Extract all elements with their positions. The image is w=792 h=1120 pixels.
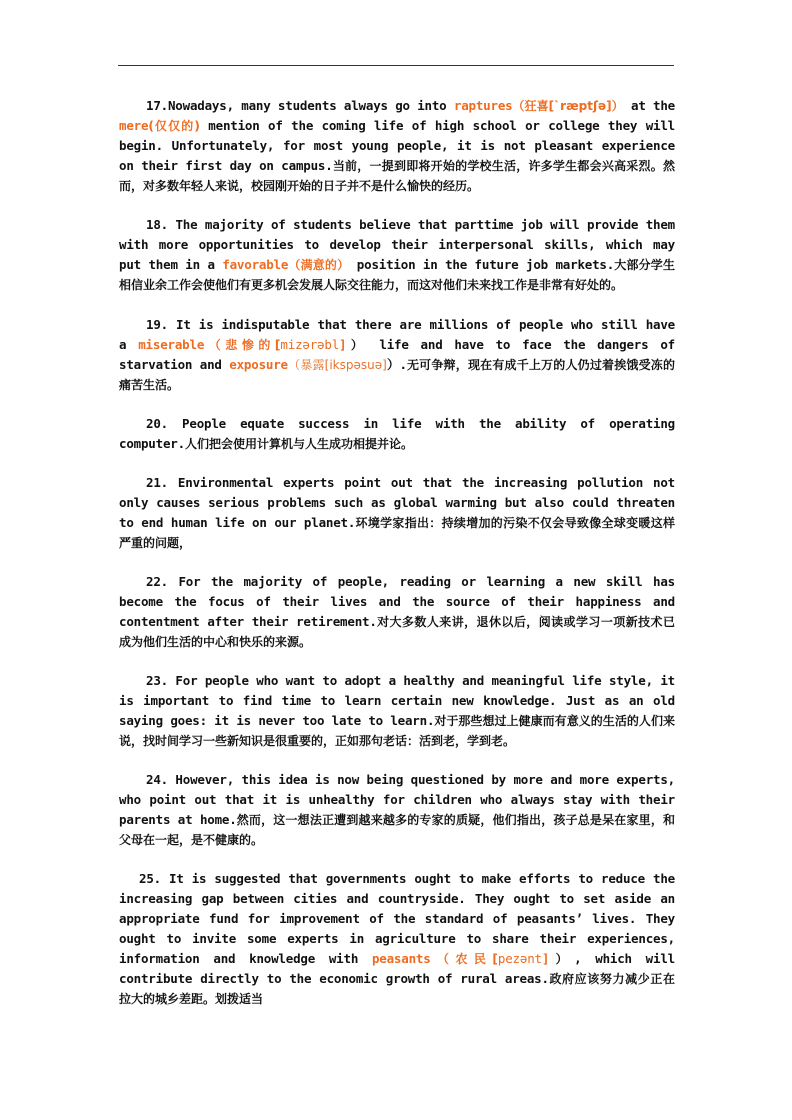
paragraph-21 [119, 473, 675, 553]
vocab-gloss: (仅仅的) [148, 119, 200, 133]
paragraph-17 [119, 96, 675, 196]
vocab-word: mere [119, 118, 149, 133]
vocab-gloss: （满意的） [288, 258, 350, 272]
vocab-word: peasants [371, 951, 431, 966]
sentence-text: 21. Environmental experts point out that the increasing pollution not only causes serious problems such as global warming but also could threaten to end human life on our planet. [119, 475, 675, 530]
vocab-gloss: （暴露[ikspəsuə] [287, 358, 387, 372]
paragraph-20 [119, 414, 675, 454]
sentence-text: life and have to face the dangers of starvation and [119, 337, 675, 372]
sentence-text: , which will contribute directly to the economic growth of rural areas. [119, 951, 675, 986]
sentence-text: 17.Nowadays, many students always go into [146, 98, 454, 113]
chinese-translation: 然而，这一想法正遭到越来越多的专家的质疑，他们指出，孩子总是呆在家里，和父母在一起，是不健康的。 [119, 813, 675, 847]
sentence-text: 22. For the majority of people, reading or learning a new skill has become the focus of their lives and the source of their happiness and contentment after their retirement. [119, 574, 675, 629]
sentence-text: 18. The majority of students believe that parttime job will provide them with more opportunities to develop their interpersonal skills, which may put them in a [119, 217, 675, 272]
sentence-text: 25. It is suggested that governments ought to make efforts to reduce the increasing gap between cities and countryside. They ought to set aside an appropriate fund for improvement of the standard of peasants’ lives. They ought to invite some experts in agriculture to share their experiences, information and knowledge with [119, 871, 675, 966]
chinese-translation: 大部分学生相信业余工作会使他们有更多机会发展人际交往能力，而这对他们未来找工作是非常有好处的。 [119, 258, 675, 292]
sentence-text: ）. [386, 357, 407, 372]
chinese-translation: 当前，一提到即将开始的学校生活，许多学生都会兴高采烈。然而，对多数年轻人来说，校园刚开始的日子并不是什么愉快的经历。 [119, 159, 675, 193]
chinese-translation: 对于那些想过上健康而有意义的生活的人们来说，找时间学习一些新知识是很重要的，正如那句老话：活到老，学到老。 [119, 714, 675, 748]
paragraph-22 [119, 572, 675, 652]
vocab-word: exposure [229, 357, 288, 372]
vocab-word: miserable [138, 337, 205, 352]
header-rule [118, 65, 674, 66]
chinese-translation: 政府应该努力减少正在拉大的城乡差距。划拨适当 [119, 972, 675, 1006]
vocab-gloss: ] [339, 337, 347, 352]
vocab-gloss: （悲惨的[ [204, 338, 281, 352]
sentence-text: 23. For people who want to adopt a healthy and meaningful life style, it is important to find time to learn certain new knowledge. Just as an old saying goes: it is never too late to learn. [119, 673, 675, 728]
chinese-translation: 无可争辩，现在有成千上万的人仍过着挨饿受冻的痛苦生活。 [119, 358, 675, 392]
sentence-text: at the [623, 98, 675, 113]
sentence-text: mention of the coming life of high school or college they will begin. Unfortunately, for most young people, it is not pleasant experience on their first day on campus. [119, 118, 675, 173]
paragraph-25 [119, 869, 675, 1009]
vocab-phonetic: pezənt [497, 951, 542, 966]
vocab-word: raptures [453, 98, 513, 113]
sentence-text: 19. It is indisputable that there are millions of people who still have a [119, 317, 675, 352]
vocab-gloss: ） [549, 952, 575, 966]
chinese-translation: 对大多数人来讲，退休以后，阅读或学习一项新技术已成为他们生活的中心和快乐的来源。 [119, 615, 675, 649]
paragraph-23 [119, 671, 675, 751]
vocab-gloss: ） [346, 338, 368, 352]
sentence-text: 20. People equate success in life with the ability of operating computer. [119, 416, 675, 451]
paragraph-24 [119, 770, 675, 850]
vocab-gloss: ] [541, 951, 550, 966]
chinese-translation: 人们把会使用计算机与人生成功相提并论。 [184, 437, 413, 451]
sentence-text: 24. However, this idea is now being questioned by more and more experts, who point out that it is unhealthy for children who always stay with their parents at home. [119, 772, 675, 827]
paragraph-19 [119, 315, 675, 395]
vocab-gloss: （农民[ [430, 952, 498, 966]
vocab-phonetic: mizərəbl [280, 337, 340, 352]
vocab-word: favorable [222, 257, 289, 272]
chinese-translation: 环境学家指出：持续增加的污染不仅会导致像全球变暖这样严重的问题， [119, 516, 675, 550]
document-body [119, 96, 675, 1028]
paragraph-18 [119, 215, 675, 295]
sentence-text: position in the future job markets. [349, 257, 615, 272]
vocab-gloss: （狂喜[ˋræptʃə]） [512, 99, 624, 113]
